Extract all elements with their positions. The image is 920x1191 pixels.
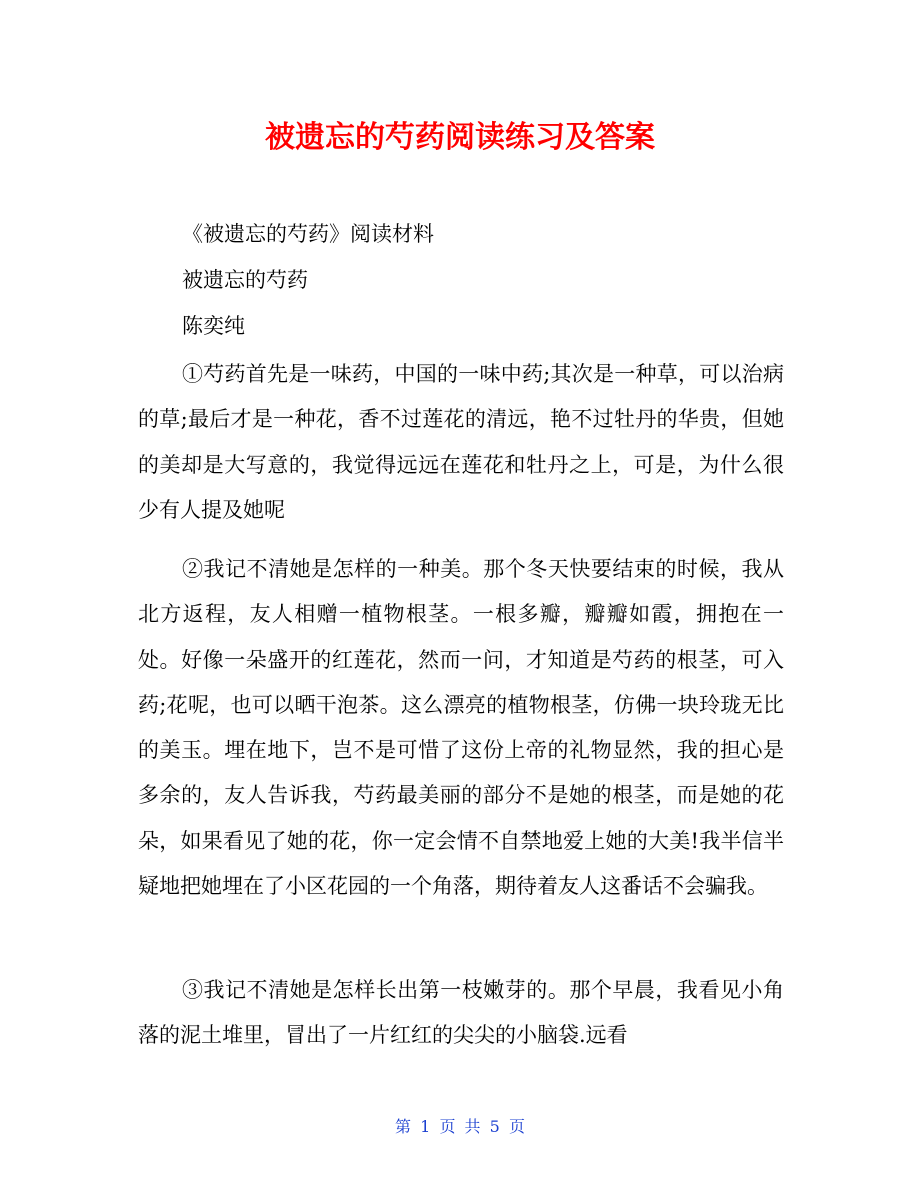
material-heading: 《被遗忘的芍药》阅读材料 [182, 222, 434, 246]
article-title: 被遗忘的芍药 [182, 268, 308, 292]
footer-total-unit: 页 [508, 1117, 525, 1136]
page-footer [0, 1114, 920, 1137]
footer-prefix: 第 [395, 1117, 412, 1136]
footer-total-pages: 5 [489, 1117, 500, 1136]
footer-total-prefix: 共 [464, 1117, 481, 1136]
paragraph-2: ②我记不清她是怎样的一种美。那个冬天快要结束的时候，我从北方返程，友人相赠一植物根茎。一根多瓣，瓣瓣如霞，拥抱在一处。好像一朵盛开的红莲花，然而一问，才知道是芍药的根茎，可入药;花呢，也可以晒干泡茶。这么漂亮的植物根茎，仿佛一块玲珑无比的美玉。埋在地下，岂不是可惜了这份上帝的礼物显然，我的担心是多余的，友人告诉我，芍药最美丽的部分不是她的根茎，而是她的花朵，如果看见了她的花，你一定会情不自禁地爱上她的大美!我半信半疑地把她埋在了小区花园的一个角落，期待着友人这番话不会骗我。 [138, 557, 784, 899]
paragraph-1: ①芍药首先是一味药，中国的一味中药;其次是一种草，可以治病的草;最后才是一种花，香不过莲花的清远，艳不过牡丹的华贵，但她的美却是大写意的，我觉得远远在莲花和牡丹之上，可是，为什么很少有人提及她呢 [138, 362, 784, 522]
document-title: 被遗忘的芍药阅读练习及答案 [265, 120, 655, 155]
footer-current-page: 1 [420, 1117, 431, 1136]
footer-page-unit: 页 [439, 1117, 456, 1136]
paragraph-3: ③我记不清她是怎样长出第一枝嫩芽的。那个早晨，我看见小角落的泥土堆里，冒出了一片红红的尖尖的小脑袋.远看 [138, 978, 784, 1048]
author-name: 陈奕纯 [182, 314, 245, 338]
